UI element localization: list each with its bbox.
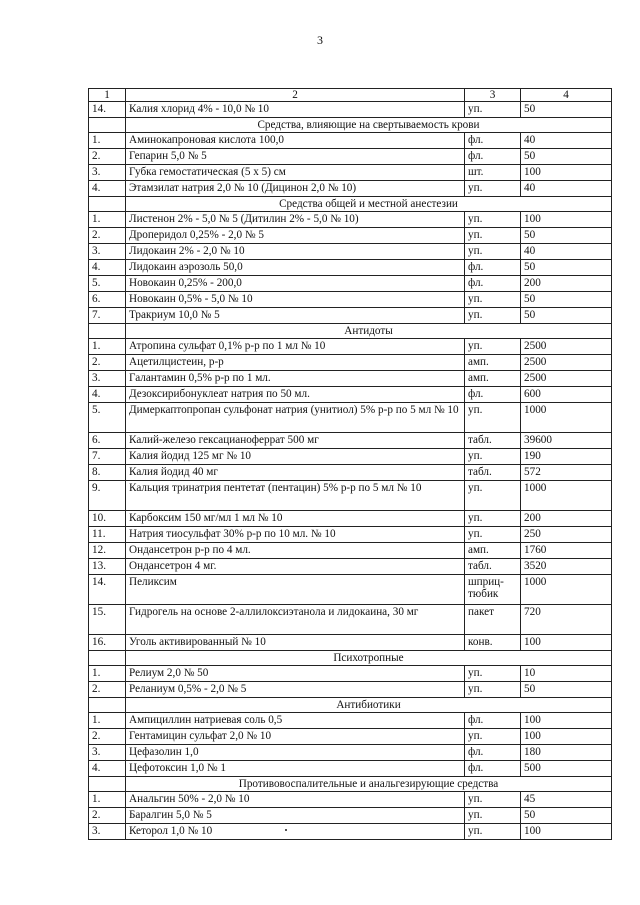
drug-name-cell: Кеторол 1,0 № 10: [126, 824, 465, 840]
drug-name-cell: Дезоксирибонуклеат натрия по 50 мл.: [126, 387, 465, 403]
drug-name-cell: Губка гемостатическая (5 х 5) см: [126, 165, 465, 181]
table-row: [89, 713, 612, 729]
table-row: [89, 244, 612, 260]
drug-name-cell: Дроперидол 0,25% - 2,0 № 5: [126, 228, 465, 244]
table-row: [89, 605, 612, 635]
row-number-cell: 2.: [89, 808, 126, 824]
quantity-cell: 600: [521, 387, 612, 403]
section-number-cell: [89, 777, 126, 792]
drug-name-cell: Аминокапроновая кислота 100,0: [126, 133, 465, 149]
table-row: [89, 761, 612, 777]
drug-name-cell: Новокаин 0,5% - 5,0 № 10: [126, 292, 465, 308]
row-number-cell: 3.: [89, 745, 126, 761]
row-number-cell: 3.: [89, 165, 126, 181]
section-number-cell: [89, 651, 126, 666]
quantity-cell: 200: [521, 276, 612, 292]
unit-cell: фл.: [465, 149, 521, 165]
table-row: [89, 808, 612, 824]
section-number-cell: [89, 118, 126, 133]
section-header-row: [89, 698, 612, 713]
table-row: [89, 635, 612, 651]
row-number-cell: 3.: [89, 371, 126, 387]
row-number-cell: 5.: [89, 276, 126, 292]
section-title: Средства общей и местной анестезии: [126, 197, 612, 212]
quantity-cell: 100: [521, 729, 612, 745]
drug-name-cell: Пеликсим: [126, 575, 465, 605]
unit-cell: табл.: [465, 559, 521, 575]
quantity-cell: 50: [521, 682, 612, 698]
quantity-cell: 190: [521, 449, 612, 465]
drug-name-cell: Атропина сульфат 0,1% р-р по 1 мл № 10: [126, 339, 465, 355]
table-row: [89, 559, 612, 575]
row-number-cell: 1.: [89, 339, 126, 355]
unit-cell: шт.: [465, 165, 521, 181]
row-number-cell: 6.: [89, 292, 126, 308]
unit-cell: фл.: [465, 276, 521, 292]
section-header-row: [89, 118, 612, 133]
unit-cell: уп.: [465, 181, 521, 197]
unit-cell: уп.: [465, 481, 521, 511]
table-row: [89, 102, 612, 118]
row-number-cell: 4.: [89, 387, 126, 403]
unit-cell: пакет: [465, 605, 521, 635]
section-title: Противовоспалительные и анальгезирующие средства: [126, 777, 612, 792]
table-row: [89, 339, 612, 355]
drug-name-cell: Релиум 2,0 № 50: [126, 666, 465, 682]
quantity-cell: 50: [521, 102, 612, 118]
unit-cell: амп.: [465, 355, 521, 371]
drug-name-cell: Цефотоксин 1,0 № 1: [126, 761, 465, 777]
quantity-cell: 180: [521, 745, 612, 761]
unit-cell: уп.: [465, 666, 521, 682]
quantity-cell: 1760: [521, 543, 612, 559]
quantity-cell: 50: [521, 260, 612, 276]
row-number-cell: 1.: [89, 212, 126, 228]
drug-name-cell: Димеркаптопропан сульфонат натрия (унитиол) 5% р-р по 5 мл № 10: [126, 403, 465, 433]
table-row: [89, 276, 612, 292]
table-row: [89, 165, 612, 181]
drug-name-cell: Галантамин 0,5% р-р по 1 мл.: [126, 371, 465, 387]
quantity-cell: 100: [521, 165, 612, 181]
table-header-row: [89, 89, 612, 102]
row-number-cell: 1.: [89, 713, 126, 729]
drug-name-cell: Гепарин 5,0 № 5: [126, 149, 465, 165]
quantity-cell: 2500: [521, 371, 612, 387]
unit-cell: табл.: [465, 465, 521, 481]
row-number-cell: 7.: [89, 449, 126, 465]
row-number-cell: 11.: [89, 527, 126, 543]
unit-cell: уп.: [465, 792, 521, 808]
drug-name-cell: Цефазолин 1,0: [126, 745, 465, 761]
quantity-cell: 10: [521, 666, 612, 682]
row-number-cell: 15.: [89, 605, 126, 635]
quantity-cell: 1000: [521, 481, 612, 511]
table-row: [89, 212, 612, 228]
row-number-cell: 16.: [89, 635, 126, 651]
unit-cell: уп.: [465, 308, 521, 324]
row-number-cell: 4.: [89, 761, 126, 777]
quantity-cell: 50: [521, 149, 612, 165]
section-header-row: [89, 197, 612, 212]
section-number-cell: [89, 324, 126, 339]
unit-cell: уп.: [465, 808, 521, 824]
unit-cell: фл.: [465, 387, 521, 403]
unit-cell: фл.: [465, 260, 521, 276]
quantity-cell: 2500: [521, 339, 612, 355]
table-row: [89, 260, 612, 276]
table-row: [89, 682, 612, 698]
table-row: [89, 403, 612, 433]
unit-cell: уп.: [465, 102, 521, 118]
scan-artifact: [285, 829, 287, 831]
row-number-cell: 3.: [89, 244, 126, 260]
row-number-cell: 4.: [89, 181, 126, 197]
quantity-cell: 250: [521, 527, 612, 543]
quantity-cell: 1000: [521, 575, 612, 605]
page-number: 3: [317, 33, 323, 47]
quantity-cell: 100: [521, 713, 612, 729]
unit-cell: уп.: [465, 729, 521, 745]
drug-name-cell: Анальгин 50% - 2,0 № 10: [126, 792, 465, 808]
drug-name-cell: Уголь активированный № 10: [126, 635, 465, 651]
drug-name-cell: Ондансетрон р-р по 4 мл.: [126, 543, 465, 559]
unit-cell: фл.: [465, 761, 521, 777]
quantity-cell: 500: [521, 761, 612, 777]
row-number-cell: 10.: [89, 511, 126, 527]
unit-cell: конв.: [465, 635, 521, 651]
drug-name-cell: Гентамицин сульфат 2,0 № 10: [126, 729, 465, 745]
section-number-cell: [89, 197, 126, 212]
drug-name-cell: Карбоксим 150 мг/мл 1 мл № 10: [126, 511, 465, 527]
row-number-cell: 14.: [89, 102, 126, 118]
row-number-cell: 14.: [89, 575, 126, 605]
drug-name-cell: Новокаин 0,25% - 200,0: [126, 276, 465, 292]
table-row: [89, 481, 612, 511]
row-number-cell: 5.: [89, 403, 126, 433]
unit-cell: уп.: [465, 212, 521, 228]
quantity-cell: 39600: [521, 433, 612, 449]
table-row: [89, 543, 612, 559]
row-number-cell: 6.: [89, 433, 126, 449]
table-row: [89, 745, 612, 761]
table-row: [89, 511, 612, 527]
unit-cell: уп.: [465, 228, 521, 244]
drug-name-cell: Калий-железо гексацианоферрат 500 мг: [126, 433, 465, 449]
quantity-cell: 3520: [521, 559, 612, 575]
table-row: [89, 308, 612, 324]
section-header-row: [89, 324, 612, 339]
quantity-cell: 200: [521, 511, 612, 527]
unit-cell: уп.: [465, 403, 521, 433]
section-header-row: [89, 651, 612, 666]
table-row: [89, 729, 612, 745]
column-header-1: 1: [89, 89, 126, 102]
quantity-cell: 100: [521, 635, 612, 651]
row-number-cell: 1.: [89, 133, 126, 149]
table-row: [89, 449, 612, 465]
row-number-cell: 3.: [89, 824, 126, 840]
section-header-row: [89, 777, 612, 792]
column-header-4: 4: [521, 89, 612, 102]
drug-name-cell: Баралгин 5,0 № 5: [126, 808, 465, 824]
quantity-cell: 50: [521, 308, 612, 324]
column-header-2: 2: [126, 89, 465, 102]
unit-cell: уп.: [465, 682, 521, 698]
unit-cell: фл.: [465, 745, 521, 761]
drug-name-cell: Калия йодид 40 мг: [126, 465, 465, 481]
unit-cell: шприц-тюбик: [465, 575, 521, 605]
drug-name-cell: Тракриум 10,0 № 5: [126, 308, 465, 324]
table-row: [89, 433, 612, 449]
row-number-cell: 4.: [89, 260, 126, 276]
row-number-cell: 1.: [89, 666, 126, 682]
row-number-cell: 2.: [89, 355, 126, 371]
row-number-cell: 2.: [89, 228, 126, 244]
table-row: [89, 465, 612, 481]
row-number-cell: 9.: [89, 481, 126, 511]
section-title: Антибиотики: [126, 698, 612, 713]
drug-name-cell: Натрия тиосульфат 30% р-р по 10 мл. № 10: [126, 527, 465, 543]
unit-cell: уп.: [465, 511, 521, 527]
drug-name-cell: Кальция тринатрия пентетат (пентацин) 5% р-р по 5 мл № 10: [126, 481, 465, 511]
unit-cell: фл.: [465, 713, 521, 729]
row-number-cell: 2.: [89, 149, 126, 165]
drug-name-cell: Этамзилат натрия 2,0 № 10 (Дицинон 2,0 № 10): [126, 181, 465, 197]
section-title: Антидоты: [126, 324, 612, 339]
medication-table: [88, 88, 612, 840]
row-number-cell: 8.: [89, 465, 126, 481]
drug-name-cell: Листенон 2% - 5,0 № 5 (Дитилин 2% - 5,0 № 10): [126, 212, 465, 228]
quantity-cell: 2500: [521, 355, 612, 371]
unit-cell: амп.: [465, 371, 521, 387]
table-row: [89, 292, 612, 308]
unit-cell: уп.: [465, 339, 521, 355]
table-row: [89, 387, 612, 403]
quantity-cell: 720: [521, 605, 612, 635]
row-number-cell: 7.: [89, 308, 126, 324]
row-number-cell: 13.: [89, 559, 126, 575]
unit-cell: уп.: [465, 824, 521, 840]
table-row: [89, 824, 612, 840]
quantity-cell: 40: [521, 181, 612, 197]
table-row: [89, 133, 612, 149]
table-row: [89, 355, 612, 371]
quantity-cell: 50: [521, 228, 612, 244]
drug-name-cell: Калия йодид 125 мг № 10: [126, 449, 465, 465]
quantity-cell: 50: [521, 292, 612, 308]
unit-cell: уп.: [465, 449, 521, 465]
unit-cell: фл.: [465, 133, 521, 149]
table-row: [89, 149, 612, 165]
quantity-cell: 45: [521, 792, 612, 808]
unit-cell: табл.: [465, 433, 521, 449]
table-row: [89, 527, 612, 543]
table-row: [89, 228, 612, 244]
section-title: Средства, влияющие на свертываемость крови: [126, 118, 612, 133]
drug-name-cell: Калия хлорид 4% - 10,0 № 10: [126, 102, 465, 118]
quantity-cell: 100: [521, 824, 612, 840]
unit-cell: уп.: [465, 244, 521, 260]
table-row: [89, 371, 612, 387]
quantity-cell: 40: [521, 244, 612, 260]
section-title: Психотропные: [126, 651, 612, 666]
drug-name-cell: Лидокаин 2% - 2,0 № 10: [126, 244, 465, 260]
table-row: [89, 792, 612, 808]
drug-name-cell: Ампициллин натриевая соль 0,5: [126, 713, 465, 729]
table-row: [89, 575, 612, 605]
quantity-cell: 572: [521, 465, 612, 481]
table-row: [89, 666, 612, 682]
row-number-cell: 2.: [89, 682, 126, 698]
column-header-3: 3: [465, 89, 521, 102]
drug-name-cell: Ацетилцистеин, р-р: [126, 355, 465, 371]
table-row: [89, 181, 612, 197]
row-number-cell: 2.: [89, 729, 126, 745]
quantity-cell: 50: [521, 808, 612, 824]
quantity-cell: 1000: [521, 403, 612, 433]
unit-cell: уп.: [465, 292, 521, 308]
unit-cell: амп.: [465, 543, 521, 559]
table-body: [89, 102, 612, 840]
drug-name-cell: Реланиум 0,5% - 2,0 № 5: [126, 682, 465, 698]
quantity-cell: 100: [521, 212, 612, 228]
unit-cell: уп.: [465, 527, 521, 543]
drug-name-cell: Ондансетрон 4 мг.: [126, 559, 465, 575]
drug-name-cell: Лидокаин аэрозоль 50,0: [126, 260, 465, 276]
row-number-cell: 12.: [89, 543, 126, 559]
section-number-cell: [89, 698, 126, 713]
quantity-cell: 40: [521, 133, 612, 149]
drug-name-cell: Гидрогель на основе 2-аллилоксиэтанола и лидокаина, 30 мг: [126, 605, 465, 635]
row-number-cell: 1.: [89, 792, 126, 808]
